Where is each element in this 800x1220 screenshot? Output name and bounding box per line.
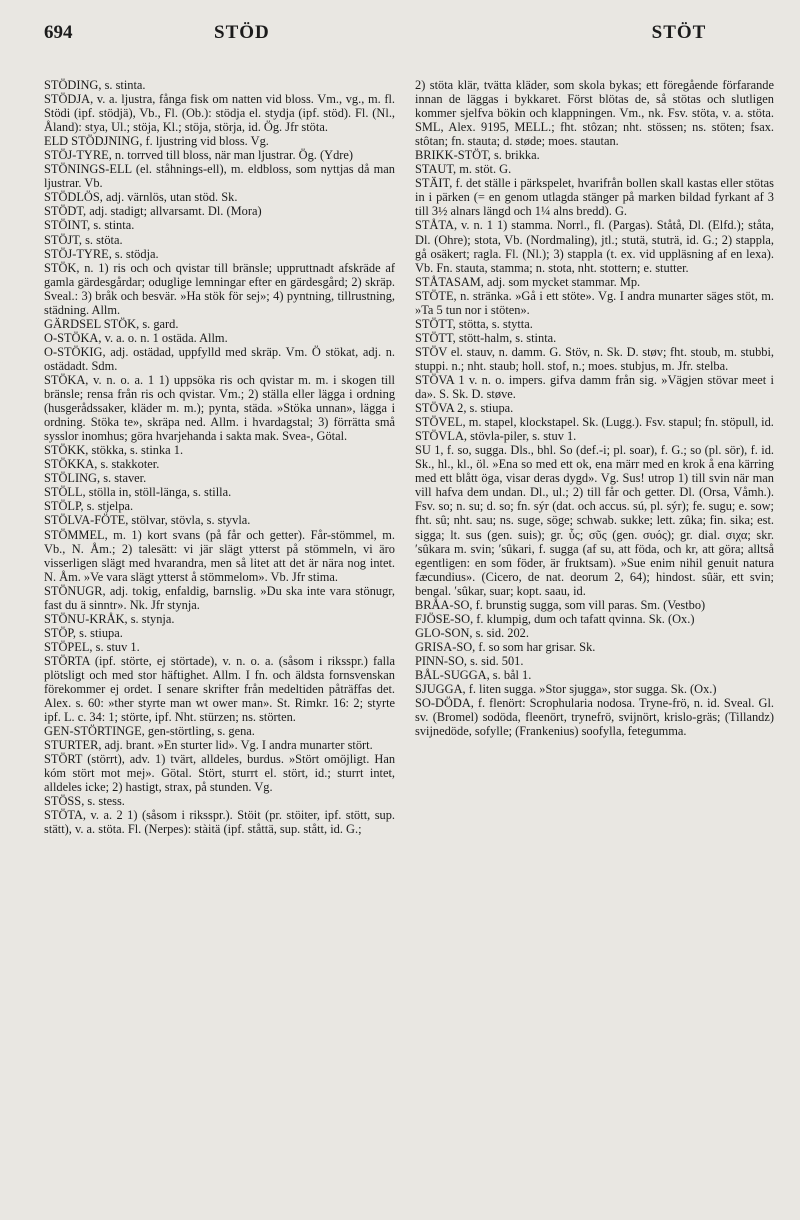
dictionary-entry: STAUT, m. stöt. G. bbox=[415, 162, 512, 177]
dictionary-entry: GÄRDSEL STÖK, s. gard. bbox=[44, 316, 179, 331]
dictionary-entry: STÖVEL, m. stapel, klockstapel. Sk. (Lugg.). Fsv. stapul; fn. stöpull, id. bbox=[415, 415, 774, 430]
dictionary-entry: 2) stöta klär, tvätta kläder, som skola bykas; ett föregående förfarande innan de läggas i bykkaret. Först blötas de, så stötas och slutligen kommer sjelfva bökin och klappningen. Vm., nk. Fsv. stöta, v. a. stöta. SML, Alex. 9195, MELL.; fht. stôzan; nht. stössen; ns. stöten; fsax. stôtan; fn. stauta; d. støde; moes. stautan. bbox=[415, 78, 774, 149]
dictionary-entry: STÖTT, stött-halm, s. stinta. bbox=[415, 330, 557, 345]
dictionary-entry: SU 1, f. so, sugga. Dls., bhl. So (def.-i; pl. soar), f. G.; so (pl. sör), f. id. Sk., hl., kl., öl. »Ena so med ett ok, ena märr med en krok å ena kärring med ett blått öga, visar deras dygd». Vg. Sus! utrop 1) till svin när man vill hafva dem undan. Dl., ul.; 2) till får och getter. Dl. (Orsa, Våmh.). Fsv. so; n. su; d. so; fn. sýr (dat. och accus. sú, pl. sýr); fe. sugu; e. sow; fht. sû; nht. sau; ns. suge, söge; schwab. sukke; lett. zûka; fin. sika; est. sigga; lt. sus (gen. suis); gr. ὗς; σῦς (gen. συός); gr. dial. σιχα; skr. ′sûkara m. svin; ′sûkari, f. sugga (af su, att föda, och kr, att göra; alltså egentligen: en som föder, är fruktsam). »Sue enim nihil genuit natura fæcundius». (Cicero, de nat. deorum 2, 64); hindost. sûär, ett svin; bengal. ′sûkar, suar; kopt. saau, id. bbox=[415, 443, 774, 598]
dictionary-entry: STÖNINGS-ELL (el. ståhnings-ell), m. eldbloss, som nyttjas då man ljustrar. Vb. bbox=[44, 162, 396, 191]
dictionary-entry: STÖKA, v. n. o. a. 1 1) uppsöka ris och qvistar m. m. i skogen till bränsle; rensa från ris och qvistar. Vm.; 2) ställa eller lägga i ordning (husgerådssaker, kläder m. m.); pynta, städa. »Stöka unnan», lägga i ordning. Stöka te», skräpa ned. Allm. i hvardagstal; 3) förrätta små sysslor inomhus; göra hvarjehanda i sakta mak. Svea-, Götal. bbox=[44, 372, 396, 444]
dictionary-entry: STÄIT, f. det ställe i pärkspelet, hvarifrån bollen skall kastas eller stötas in i pärken (= en genom utlagda stänger på marken bildad fyrkant af 3 till 3½ alnars längd och 1¼ alns bredd). G. bbox=[415, 176, 774, 219]
dictionary-entry: SO-DÖDA, f. flenört: Scrophularia nodosa. Tryne-frö, n. id. Sveal. Gl. sv. (Bromel) sodöda, fleenört, trynefrö, svijnört, krislo-gräs; (Tillandz) svijnedöde, sofylle; (Frankenius) soofylla, fetegumma. bbox=[415, 696, 774, 739]
dictionary-entry: STÖJ-TYRE, s. stödja. bbox=[44, 246, 159, 261]
dictionary-entry: STÅTASAM, adj. som mycket stammar. Mp. bbox=[415, 274, 641, 289]
dictionary-entry: STÖLL, stölla in, stöll-länga, s. stilla. bbox=[44, 485, 232, 500]
dictionary-entry: STÖP, s. stiupa. bbox=[44, 625, 123, 640]
dictionary-entry: GEN-STÖRTINGE, gen-störtling, s. gena. bbox=[44, 724, 255, 739]
dictionary-entry: STÖLVA-FÖTE, stölvar, stövla, s. styvla. bbox=[44, 513, 251, 528]
dictionary-entry: STÖLING, s. staver. bbox=[44, 471, 147, 486]
dictionary-entry: O-STÖKIG, adj. ostädad, uppfylld med skräp. Vm. Ö stökat, adj. n. ostädadt. Sdm. bbox=[44, 344, 396, 373]
dictionary-entry: GLO-SON, s. sid. 202. bbox=[415, 625, 529, 640]
dictionary-entry: STÖTT, stötta, s. stytta. bbox=[415, 316, 533, 331]
dictionary-entry: STÖRTA (ipf. störte, ej störtade), v. n. o. a. (såsom i riksspr.) falla plötsligt och med stor häftighet. Allm. I fn. och äldsta fornsvenskan förekommer ej ordet. I senare skrifter från medeltiden påträffas det. Alex. s. 60: »ther styrte man wt ower man». St. Rimkr. 16: 2; styrte ipf. L. c. 34: 1; störte, ipf. Nht. stürzen; ns. störten. bbox=[44, 653, 396, 725]
dictionary-entry: STÖSS, s. stess. bbox=[44, 794, 125, 809]
dictionary-entry: ELD STÖDJNING, f. ljustring vid bloss. Vg. bbox=[44, 134, 269, 149]
dictionary-entry: GRISA-SO, f. so som har grisar. Sk. bbox=[415, 639, 596, 654]
dictionary-entry: STÖNU-KRÅK, s. stynja. bbox=[44, 611, 175, 626]
dictionary-entry: STÖRT (störrt), adv. 1) tvärt, alldeles, burdus. »Stört omöjligt. Han kóm stört mot mej». Götal. Stört, sturrt el. stört, id.; sturrt intet, alldeles icke; 2) hastigt, strax, på stunden. Vg. bbox=[44, 752, 396, 795]
dictionary-entry: STÖDT, adj. stadigt; allvarsamt. Dl. (Mora) bbox=[44, 204, 262, 219]
dictionary-entry: STURTER, adj. brant. »En sturter lid». Vg. I andra munarter stört. bbox=[44, 738, 373, 753]
dictionary-entry: STÖTE, n. stränka. »Gå i ett stöte». Vg. I andra munarter säges stöt, m. »Ta 5 tun nor i stöten». bbox=[415, 288, 774, 317]
dictionary-entry: STÖJ-TYRE, n. torrved till bloss, när man ljustrar. Ög. (Ydre) bbox=[44, 148, 354, 163]
dictionary-entry: STÖNUGR, adj. tokig, enfaldig, barnslig. »Du ska inte vara stönugr, fast du ä sinntr». Nk. Jfr stynja. bbox=[44, 583, 396, 612]
left-column bbox=[44, 78, 395, 837]
dictionary-entry: STÅTA, v. n. 1 1) stamma. Norrl., fl. (Pargas). Ståtå, Dl. (Elfd.); ståta, Dl. (Ohre); stota, Vb. (Nordmaling), jtl.; stutä, stuträ, id. G.; 2) stappla, gå osäkert; ragla. Fl. (Nl.); 3) stappla (t. ex. vid uppläsning af en lexa). Vb. Fn. stauta, stamma; n. stota, nht. stottern; e. stutter. bbox=[415, 218, 774, 275]
dictionary-entry: STÖMMEL, m. 1) kort svans (på får och getter). Får-stömmel, m. Vb., N. Åm.; 2) talesätt: vi jär slägt ytterst på stömmeln, vi äro visserligen slägt med hvarandra, men så litet att det är nära nog intet. N. Åm. »Ve vara slägt ytterst å stömmelom». Vb. Jfr stima. bbox=[44, 527, 396, 584]
dictionary-entry: STÖDING, s. stinta. bbox=[44, 78, 146, 92]
page-number: 694 bbox=[44, 22, 73, 43]
dictionary-entry: STÖVA 2, s. stiupa. bbox=[415, 401, 514, 416]
text-columns bbox=[44, 78, 774, 837]
dictionary-entry: STÖVLA, stövla-piler, s. stuv 1. bbox=[415, 429, 577, 444]
dictionary-entry: STÖVA 1 v. n. o. impers. gifva damm från sig. »Vägjen stövar meet i da». S. Sk. D. støve. bbox=[415, 372, 774, 402]
dictionary-entry: BRÅA-SO, f. brunstig sugga, som vill paras. Sm. (Vestbo) bbox=[415, 597, 706, 612]
running-head-left: STÖD bbox=[214, 22, 270, 43]
dictionary-entry: SJUGGA, f. liten sugga. »Stor sjugga», stor sugga. Sk. (Ox.) bbox=[415, 682, 717, 697]
dictionary-entry: STÖJT, s. stöta. bbox=[44, 232, 123, 247]
right-column bbox=[415, 78, 774, 837]
dictionary-entry: STÖPEL, s. stuv 1. bbox=[44, 639, 140, 654]
running-head-right: STÖT bbox=[651, 22, 707, 43]
dictionary-entry: STÖV el. stauv, n. damm. G. Stöv, n. Sk. D. støv; fht. stoub, m. stubbi, stuppi. n.; nht. staub; holl. stof, n.; moes. stubjus, m. Jfr. stelba. bbox=[415, 344, 774, 373]
dictionary-entry: STÖLP, s. stjelpa. bbox=[44, 499, 134, 514]
dictionary-entry: BÅL-SUGGA, s. bål 1. bbox=[415, 667, 532, 682]
dictionary-entry: FJÖSE-SO, f. klumpig, dum och tafatt qvinna. Sk. (Ox.) bbox=[415, 611, 695, 626]
dictionary-entry: STÖINT, s. stinta. bbox=[44, 218, 135, 233]
dictionary-entry: STÖDJA, v. a. ljustra, fånga fisk om natten vid bloss. Vm., vg., m. fl. Stödi (ipf. stödjä), Vb., Fl. (Ob.): stödja el. stydja (ipf. stöd). Fl. (Nl., Åland): stya, Ul.; stöja, Kl.; stöja, störja, id. Ög. Jfr stöta. bbox=[44, 92, 396, 135]
dictionary-entry: STÖTA, v. a. 2 1) (såsom i riksspr.). Stöit (pr. stöiter, ipf. stött, sup. stätt), v. a. stöta. Fl. (Nerpes): stàitä (ipf. ståttä, sup. stått, id. G.; bbox=[44, 808, 396, 837]
dictionary-entry: STÖDLÖS, adj. värnlös, utan stöd. Sk. bbox=[44, 190, 238, 205]
dictionary-entry: STÖKK, stökka, s. stinka 1. bbox=[44, 443, 184, 458]
dictionary-entry: BRIKK-STÖT, s. brikka. bbox=[415, 148, 540, 163]
dictionary-entry: PINN-SO, s. sid. 501. bbox=[415, 653, 524, 668]
dictionary-entry: STÖK, n. 1) ris och och qvistar till bränsle; uppruttnadt afskräde af gamla gärdesgårdar; oduglige lemningar efter en gärdesgård; 2) skräp. Sveal.: 3) bråk och besvär. »Ha stök för sej»; 4) pyntning, tillrustning, städning. Allm. bbox=[44, 260, 396, 317]
page-header bbox=[44, 22, 774, 56]
dictionary-entry: STÖKKA, s. stakkoter. bbox=[44, 457, 160, 472]
dictionary-entry: O-STÖKA, v. a. o. n. 1 ostäda. Allm. bbox=[44, 330, 228, 345]
